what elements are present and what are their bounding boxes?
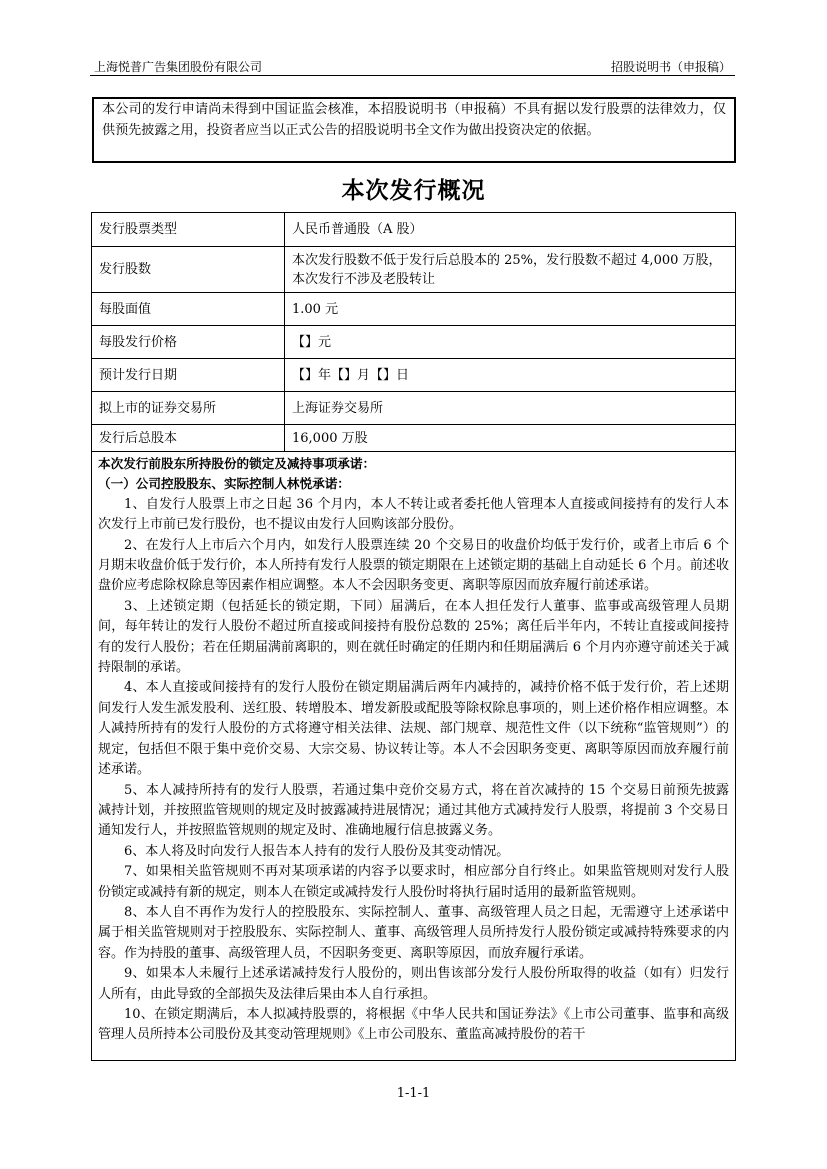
disclaimer-notice: 本公司的发行申请尚未得到中国证监会核准，本招股说明书（申报稿）不具有据以发行股票的法律效力，仅供预先披露之用，投资者应当以正式公告的招股说明书全文作为做出投资决定的依据。 [92,97,736,163]
table-row [92,359,736,392]
commitment-item: 5、本人减持所持有的发行人股票，若通过集中竞价交易方式，将在首次减持的 15 个交易日前预先披露减持计划，并按照监管规则的规定及时披露减持进展情况；通过其他方式减持发行人股票，将提前 3 个交易日通知发行人，并按照监管规则的规定及时、准确地履行信息披露义务。 [98,782,729,839]
commitment-item: 1、自发行人股票上市之日起 36 个月内，本人不转让或者委托他人管理本人直接或间接持有的发行人本次发行上市前已发行股份，也不提议由发行人回购该部分股份。 [98,496,729,533]
row-value: 上海证券交易所 [285,392,736,425]
row-label: 拟上市的证券交易所 [92,392,285,425]
table-row [92,425,736,452]
row-label: 预计发行日期 [92,359,285,392]
row-value: 本次发行股数不低于发行后总股本的 25%，发行股数不超过 4,000 万股，本次发行不涉及老股转让 [285,247,736,293]
row-label: 发行后总股本 [92,425,285,452]
commitment-item: 2、在发行人上市后六个月内，如发行人股票连续 20 个交易日的收盘价均低于发行价，或者上市后 6 个月期末收盘价低于发行价，本人所持有发行人股票的锁定期限在上述锁定期的基础上自动延长 6 个月。前述收盘价应考虑除权除息等因素作相应调整。本人不会因职务变更、离职等原因而放弃履行前述承诺。 [98,537,729,594]
lockup-commitment-section [91,451,736,1061]
commitment-item: 4、本人直接或间接持有的发行人股份在锁定期届满后两年内减持的，减持价格不低于发行价，若上述期间发行人发生派发股利、送红股、转增股本、增发新股或配股等除权除息事项的，则上述价格作相应调整。本人减持所持有的发行人股份的方式将遵守相关法律、法规、部门规章、规范性文件（以下统称“监管规则”）的规定，包括但不限于集中竞价交易、大宗交易、协议转让等。本人不会因职务变更、离职等原因而放弃履行前述承诺。 [98,680,729,778]
row-value: 【】元 [285,326,736,359]
row-value: 16,000 万股 [285,425,736,452]
commitment-item: 9、如果本人未履行上述承诺减持发行人股份的，则出售该部分发行人股份所取得的收益（如有）归发行人所有，由此导致的全部损失及法律后果由本人自行承担。 [98,966,729,1002]
page-title: 本次发行概况 [341,178,486,204]
row-value: 1.00 元 [285,293,736,326]
commitment-item: 10、在锁定期满后，本人拟减持股票的，将根据《中华人民共和国证券法》《上市公司董事、监事和高级管理人员所持本公司股份及其变动管理规则》《上市公司股东、董监高减持股份的若干 [98,1006,729,1043]
row-label: 发行股数 [92,247,285,293]
section-subheading: （一）公司控股股东、实际控制人林悦承诺： [98,476,350,492]
table-row [92,326,736,359]
commitment-item: 7、如果相关监管规则不再对某项承诺的内容予以要求时，相应部分自行终止。如果监管规则对发行人股份锁定或减持有新的规定，则本人在锁定或减持发行人股份时将执行届时适用的最新监管规则。 [98,864,729,900]
page-header [90,58,735,76]
commitment-item: 8、本人自不再作为发行人的控股股东、实际控制人、董事、高级管理人员之日起，无需遵守上述承诺中属于相关监管规则对于控股股东、实际控制人、董事、高级管理人员所持发行人股份锁定或减持特殊要求的内容。作为持股的董事、高级管理人员，不因职务变更、离职等原因，而放弃履行承诺。 [98,904,729,961]
document-type: 招股说明书（申报稿） [610,60,731,74]
row-value: 【】年【】月【】日 [285,359,736,392]
table-row [92,293,736,326]
row-label: 发行股票类型 [92,213,285,247]
table-row [92,247,736,293]
commitment-item: 6、本人将及时向发行人报告本人持有的发行人股份及其变动情况。 [124,843,510,859]
offering-summary-table [91,212,736,452]
page-number: 1-1-1 [396,1086,431,1101]
table-row [92,392,736,425]
row-label: 每股发行价格 [92,326,285,359]
commitment-item: 3、上述锁定期（包括延长的锁定期，下同）届满后，在本人担任发行人董事、监事或高级管理人员期间，每年转让的发行人股份不超过所直接或间接持有股份总数的 25%；离任后半年内，不转让直接或间接持有的发行人股份；若在任期届满前离职的，则在就任时确定的任期内和任期届满后 6 个月内亦遵守前述关于减持限制的承诺。 [98,598,729,676]
row-label: 每股面值 [92,293,285,326]
row-value: 人民币普通股（A 股） [285,213,736,247]
section-heading: 本次发行前股东所持股份的锁定及减持事项承诺： [98,456,376,471]
table-row [92,213,736,247]
company-name: 上海悦普广告集团股份有限公司 [94,60,263,74]
